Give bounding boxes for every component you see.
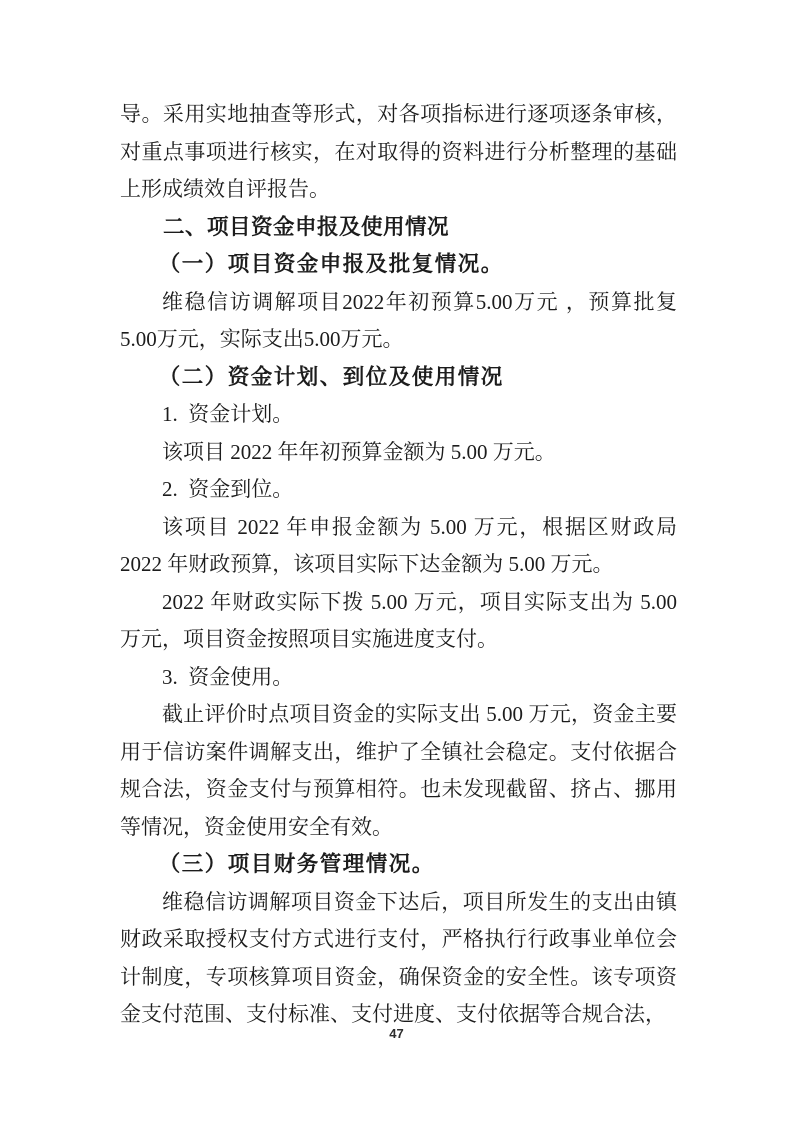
numbered-item: 1. 资金计划。 bbox=[162, 402, 294, 426]
page-number: 47 bbox=[389, 1026, 404, 1041]
section-heading-level2: （二）资金计划、到位及使用情况 bbox=[158, 364, 504, 389]
paragraph: 该项目 2022 年年初预算金额为 5.00 万元。 bbox=[162, 439, 556, 464]
section-heading-level1: 二、项目资金申报及使用情况 bbox=[163, 214, 450, 239]
paragraph: 该项目 2022 年申报金额为 5.00 万元，根据区财政局 2022 年财政预算，该项目实际下达金额为 5.00 万元。 bbox=[120, 514, 677, 576]
section-heading-level2: （三）项目财务管理情况。 bbox=[158, 852, 435, 876]
paragraph: 维稳信访调解项目2022年初预算5.00万元 ，预算批复5.00万元，实际支出5.00万元。 bbox=[120, 289, 677, 351]
paragraph: 2022 年财政实际下拨 5.00 万元，项目实际支出为 5.00 万元，项目资金按照项目实施进度支付。 bbox=[120, 589, 677, 651]
paragraph: 截止评价时点项目资金的实际支出 5.00 万元，资金主要用于信访案件调解支出，维护了全镇社会稳定。支付依据合规合法，资金支付与预算相符。也未发现截留、挤占、挪用等情况，资金使用安全有效。 bbox=[120, 702, 677, 839]
numbered-item: 3. 资金使用。 bbox=[162, 664, 294, 689]
numbered-item: 2. 资金到位。 bbox=[162, 477, 294, 501]
section-heading-level2: （一）项目资金申报及批复情况。 bbox=[158, 252, 504, 276]
paragraph-continuation: 导。采用实地抽查等形式，对各项指标进行逐项逐条审核，对重点事项进行核实，在对取得的资料进行分析整理的基础上形成绩效自评报告。 bbox=[120, 102, 677, 201]
document-body bbox=[120, 96, 677, 1034]
paragraph: 维稳信访调解项目资金下达后，项目所发生的支出由镇财政采取授权支付方式进行支付，严格执行行政事业单位会计制度，专项核算项目资金，确保资金的安全性。该专项资金支付范围、支付标准、支付进度、支付依据等合规合法， bbox=[120, 889, 677, 1026]
